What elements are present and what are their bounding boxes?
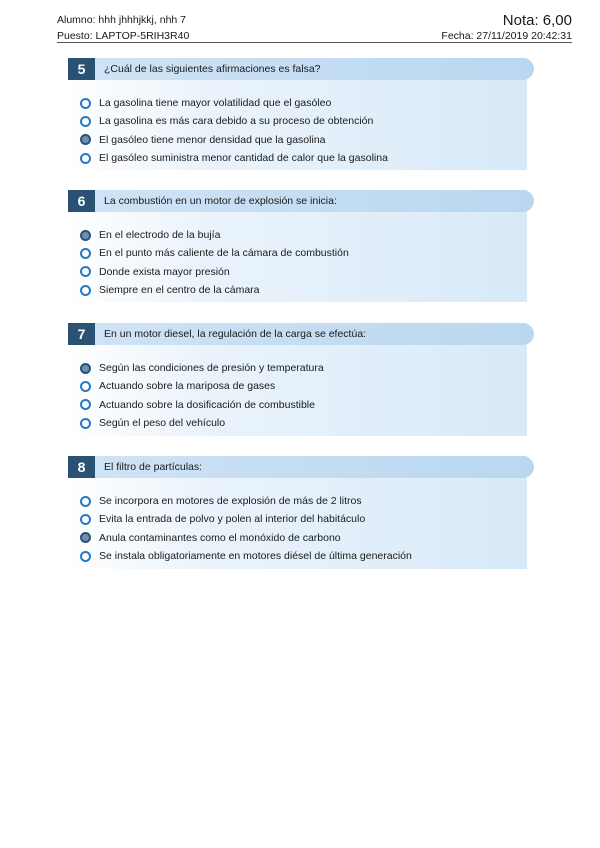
option[interactable]	[80, 414, 527, 432]
question-header	[68, 456, 527, 478]
option-label: Donde exista mayor presión	[99, 265, 230, 278]
question-7	[68, 323, 527, 436]
option[interactable]	[80, 377, 527, 395]
option-label: Según las condiciones de presión y temperatura	[99, 362, 324, 375]
option-label: La gasolina es más cara debido a su proceso de obtención	[99, 115, 374, 128]
radio-button-icon[interactable]	[80, 514, 91, 525]
question-number: 6	[68, 190, 95, 212]
option-label: Se instala obligatoriamente en motores diésel de última generación	[99, 550, 412, 563]
option[interactable]	[80, 131, 527, 149]
student-name: Alumno: hhh jhhhjkkj, nhh 7	[57, 14, 186, 26]
option-label: Se incorpora en motores de explosión de más de 2 litros	[99, 495, 362, 508]
radio-button-selected-icon[interactable]	[80, 134, 91, 145]
radio-button-icon[interactable]	[80, 266, 91, 277]
question-8	[68, 456, 527, 569]
option-label: Siempre en el centro de la cámara	[99, 284, 260, 297]
option[interactable]	[80, 226, 527, 244]
radio-button-icon[interactable]	[80, 399, 91, 410]
option[interactable]	[80, 529, 527, 547]
radio-button-icon[interactable]	[80, 496, 91, 507]
question-6	[68, 190, 527, 302]
workstation: Puesto: LAPTOP-5RIH3R40	[57, 30, 190, 42]
date: Fecha: 27/11/2019 20:42:31	[441, 30, 572, 42]
option-label: Actuando sobre la mariposa de gases	[99, 380, 276, 393]
option[interactable]	[80, 510, 527, 528]
option[interactable]	[80, 263, 527, 281]
question-number: 5	[68, 58, 95, 80]
option[interactable]	[80, 281, 527, 299]
option[interactable]	[80, 492, 527, 510]
option-label: En el punto más caliente de la cámara de combustión	[99, 247, 349, 260]
options-list	[68, 212, 527, 299]
options-list	[68, 80, 527, 167]
radio-button-icon[interactable]	[80, 418, 91, 429]
radio-button-icon[interactable]	[80, 285, 91, 296]
option-label: En el electrodo de la bujía	[99, 229, 221, 242]
option-label: La gasolina tiene mayor volatilidad que el gasóleo	[99, 97, 332, 110]
option-label: El gasóleo tiene menor densidad que la gasolina	[99, 133, 326, 146]
radio-button-icon[interactable]	[80, 551, 91, 562]
option[interactable]	[80, 396, 527, 414]
option-label: Anula contaminantes como el monóxido de carbono	[99, 531, 341, 544]
question-text: El filtro de partículas:	[104, 461, 203, 473]
question-5	[68, 58, 527, 170]
option-label: Según el peso del vehículo	[99, 417, 226, 430]
options-list	[68, 478, 527, 565]
option[interactable]	[80, 359, 527, 377]
page-header	[57, 12, 572, 43]
option-label: Evita la entrada de polvo y polen al interior del habitáculo	[99, 513, 366, 526]
option-label: Actuando sobre la dosificación de combustible	[99, 398, 315, 411]
radio-button-selected-icon[interactable]	[80, 363, 91, 374]
option[interactable]	[80, 112, 527, 130]
question-text: ¿Cuál de las siguientes afirmaciones es falsa?	[104, 63, 321, 75]
option[interactable]	[80, 244, 527, 262]
question-header	[68, 190, 527, 212]
radio-button-selected-icon[interactable]	[80, 230, 91, 241]
options-list	[68, 345, 527, 432]
radio-button-icon[interactable]	[80, 248, 91, 259]
radio-button-selected-icon[interactable]	[80, 532, 91, 543]
question-header	[68, 58, 527, 80]
question-text: En un motor diesel, la regulación de la carga se efectúa:	[104, 328, 367, 340]
option[interactable]	[80, 547, 527, 565]
question-header	[68, 323, 527, 345]
question-text: La combustión en un motor de explosión se inicia:	[104, 195, 337, 207]
question-number: 7	[68, 323, 95, 345]
question-number: 8	[68, 456, 95, 478]
radio-button-icon[interactable]	[80, 116, 91, 127]
option[interactable]	[80, 149, 527, 167]
radio-button-icon[interactable]	[80, 153, 91, 164]
option[interactable]	[80, 94, 527, 112]
radio-button-icon[interactable]	[80, 98, 91, 109]
option-label: El gasóleo suministra menor cantidad de calor que la gasolina	[99, 152, 388, 165]
radio-button-icon[interactable]	[80, 381, 91, 392]
grade: Nota: 6,00	[502, 12, 572, 29]
